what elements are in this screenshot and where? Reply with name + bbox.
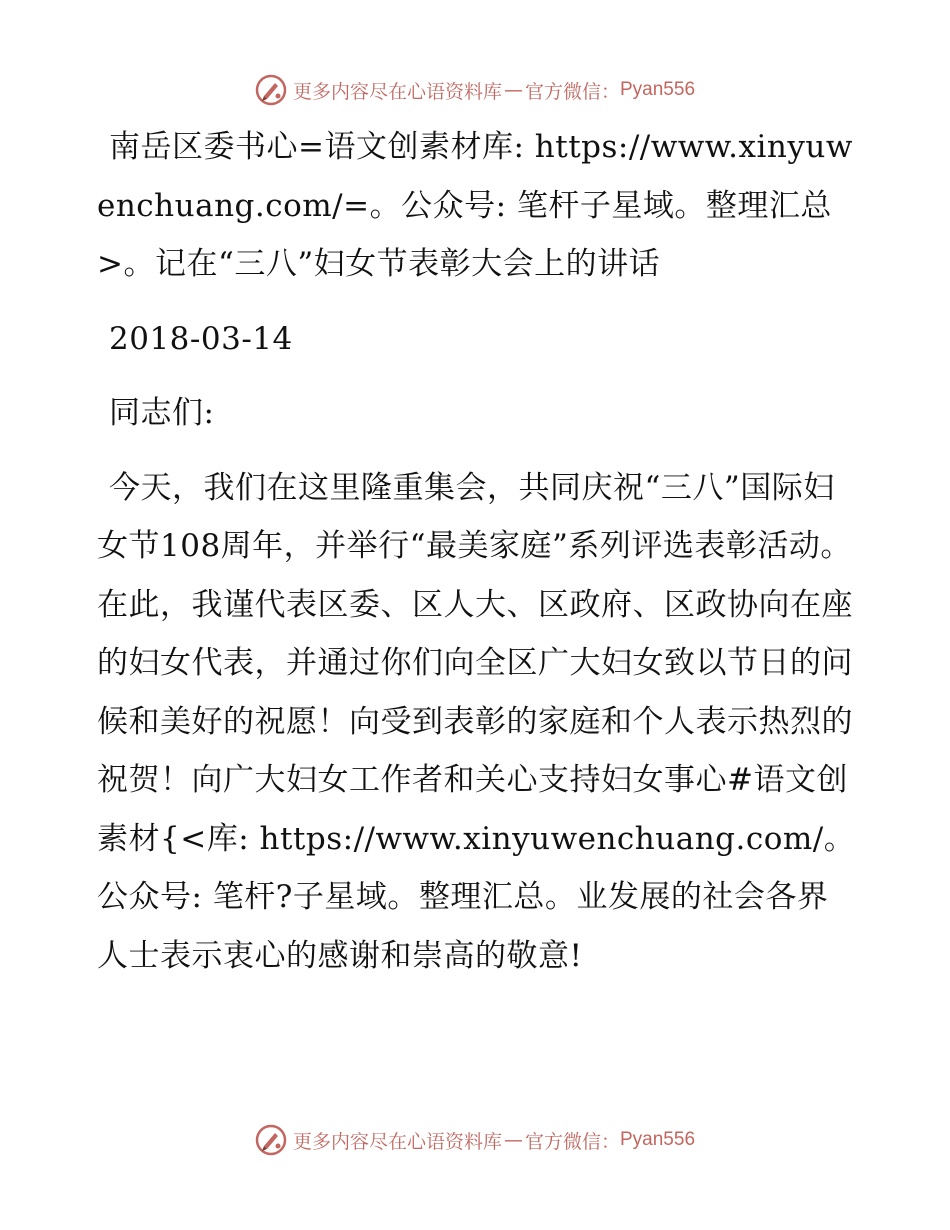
- footer-banner-dash: —: [503, 1129, 523, 1151]
- brand-logo-icon: [255, 74, 287, 106]
- footer-banner: [0, 1120, 950, 1160]
- document-body: [97, 118, 857, 1001]
- footer-banner-wechat-id: Pyan556: [620, 1129, 696, 1150]
- footer-banner-wechat-label: 官方微信：: [524, 1130, 620, 1153]
- header-banner-wechat-id: Pyan556: [620, 79, 696, 100]
- title-paragraph: 南岳区委书心=语文创素材库: https://www.xinyuwenchuang.com/=。公众号: 笔杆子星域。整理汇总>。记在“三八”妇女节表彰大会上的讲话: [97, 129, 853, 282]
- header-banner-text: 更多内容尽在心语资料库: [292, 80, 502, 103]
- body-paragraph: 今天，我们在这里隆重集会，共同庆祝“三八”国际妇女节108周年，并举行“最美家庭”系列评选表彰活动。在此，我谨代表区委、区人大、区政府、区政协向在座的妇女代表，并通过你们向全区广大妇女致以节日的问候和美好的祝愿！向受到表彰的家庭和个人表示热烈的祝贺！向广大妇女工作者和关心支持妇女事心#语文创素材{<库: https://www.xinyuwenchuang.com/。公众号: 笔杆?子星域。整理汇总。业发展的社会各界人士表示衷心的感谢和崇高的敬意!: [97, 469, 856, 974]
- salutation: 同志们:: [109, 395, 215, 431]
- footer-banner-text: 更多内容尽在心语资料库: [292, 1130, 502, 1153]
- header-banner-dash: —: [503, 79, 523, 101]
- brand-logo-icon: [255, 1124, 287, 1156]
- header-banner-wechat-label: 官方微信：: [524, 80, 620, 103]
- header-banner: [0, 70, 950, 110]
- date-line: 2018-03-14: [109, 320, 293, 357]
